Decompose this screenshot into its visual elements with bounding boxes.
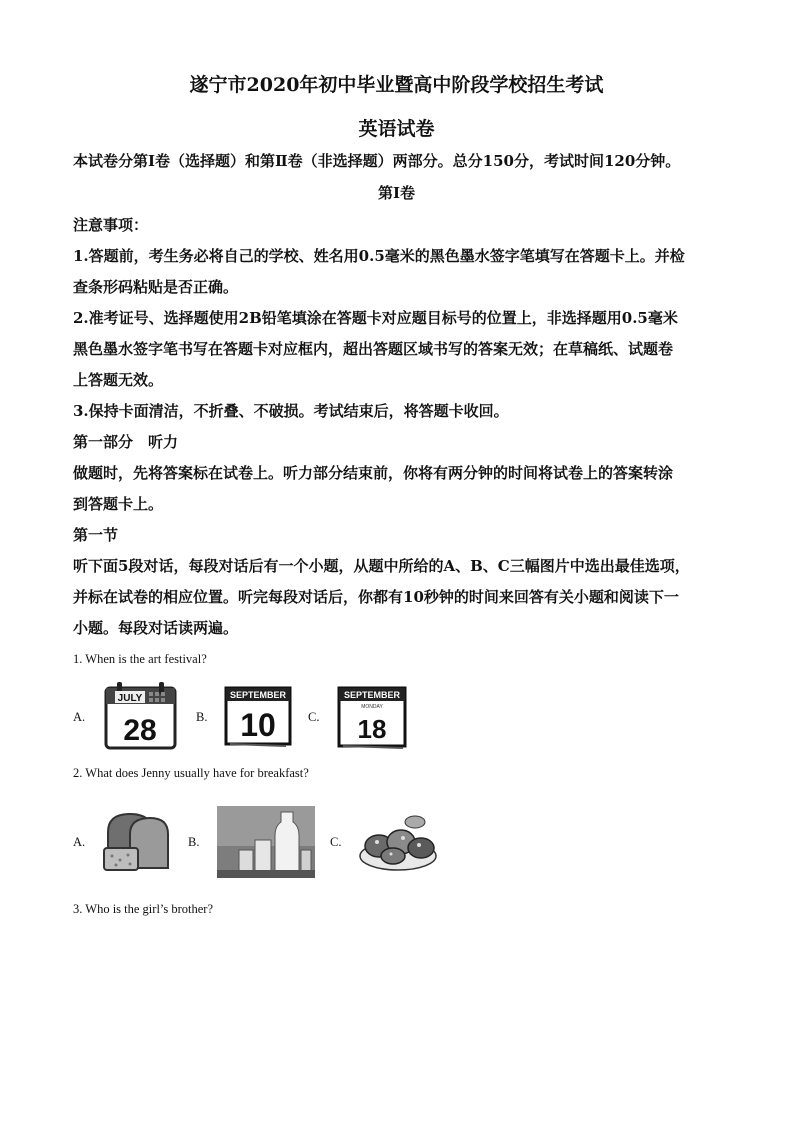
q2-option-c-label: C.: [330, 835, 342, 849]
bread-icon: [100, 808, 172, 874]
notice-heading: 注意事项：: [73, 216, 149, 234]
q2-option-a-label: A.: [73, 835, 86, 849]
milk-icon: [217, 806, 315, 878]
calendar-c-weekday: MONDAY: [361, 704, 383, 710]
part1-desc-line-2: 到答题卡上。: [73, 495, 164, 513]
question-1-text: 1. When is the art festival?: [73, 652, 207, 666]
intro-text: 本试卷分第Ⅰ卷（选择题）和第Ⅱ卷（非选择题）两部分。总分150分，考试时间120分钟。: [73, 152, 681, 170]
calendar-b-month: SEPTEMBER: [229, 690, 287, 700]
question-3-text: 3. Who is the girl’s brother?: [73, 902, 214, 916]
calendar-c-day: 18: [357, 714, 387, 744]
pastries-icon: [357, 812, 439, 874]
exam-title: 遂宁市2020年初中毕业暨高中阶段学校招生考试: [189, 74, 604, 96]
notice-item-3: 3.保持卡面清洁，不折叠、不破损。考试结束后，将答题卡收回。: [73, 402, 509, 420]
notice-item-2-line-1: 2.准考证号、选择题使用2B铅笔填涂在答题卡对应题目标号的位置上，非选择题用0.5毫米: [73, 309, 678, 327]
calendar-a-day: 28: [123, 714, 157, 747]
calendar-september-18-icon: [335, 684, 409, 750]
section1-desc-line-3: 小题。每段对话读两遍。: [73, 619, 239, 637]
calendar-a-month: JULY: [117, 693, 143, 704]
q1-option-b-label: B.: [196, 710, 208, 724]
calendar-september-10-icon: [222, 684, 294, 748]
q1-option-c-label: C.: [308, 710, 320, 724]
question-2-text: 2. What does Jenny usually have for breakfast?: [73, 766, 309, 780]
calendar-c-month: SEPTEMBER: [343, 690, 401, 700]
calendar-b-day: 10: [240, 707, 276, 743]
section1-desc-line-1: 听下面5段对话，每段对话后有一个小题，从题中所给的A、B、C三幅图片中选出最佳选项，: [73, 557, 690, 575]
section-title: 第Ⅰ卷: [377, 184, 416, 202]
notice-item-2-line-2: 黑色墨水签字笔书写在答题卡对应框内，超出答题区域书写的答案无效；在草稿纸、试题卷: [73, 340, 674, 358]
part1-title: 第一部分 听力: [73, 433, 179, 451]
part1-desc-line-1: 做题时，先将答案标在试卷上。听力部分结束前，你将有两分钟的时间将试卷上的答案转涂: [73, 464, 674, 482]
q2-option-b-label: B.: [188, 835, 200, 849]
section1-title: 第一节: [73, 526, 119, 544]
calendar-july-28-icon: [103, 680, 178, 750]
notice-item-1-line-2: 查条形码粘贴是否正确。: [73, 278, 239, 296]
notice-item-2-line-3: 上答题无效。: [73, 371, 164, 389]
section1-desc-line-2: 并标在试卷的相应位置。听完每段对话后，你都有10秒钟的时间来回答有关小题和阅读下一: [73, 588, 679, 606]
notice-item-1-line-1: 1.答题前，考生务必将自己的学校、姓名用0.5毫米的黑色墨水签字笔填写在答题卡上。并检: [73, 247, 685, 265]
q1-option-a-label: A.: [73, 710, 86, 724]
exam-subtitle: 英语试卷: [358, 118, 435, 140]
